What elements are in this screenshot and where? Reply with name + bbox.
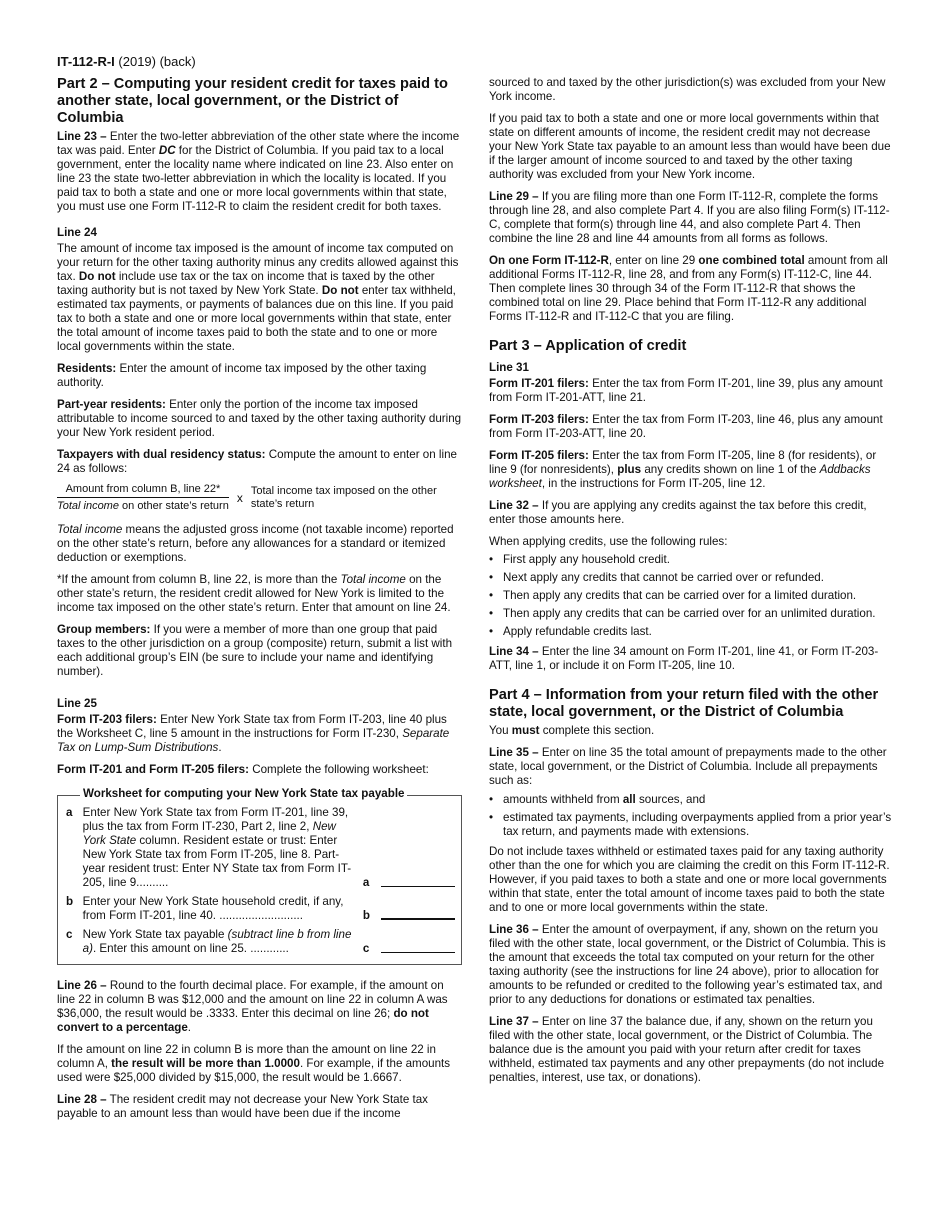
line29-paragraph [489,190,894,246]
line37-lead: Line 37 – [489,1015,539,1028]
credit-rules-list [489,553,894,639]
formula-times: x [236,490,243,505]
one-form-bold2: one combined total [698,254,805,267]
line26-more-paragraph [57,1043,462,1085]
bullet-icon: • [489,571,494,584]
worksheet-row-b [66,895,455,923]
line36-lead: Line 36 – [489,923,539,936]
worksheet-title: Worksheet for computing your New York State tax payable [80,787,407,801]
row-b-entry-line[interactable] [381,918,455,920]
it203-lead: Form IT-203 filers: [57,713,157,726]
rule-text: Next apply any credits that cannot be carried over or refunded. [503,571,824,584]
line26-paragraph [57,979,462,1035]
prepay1-text2: sources, and [635,793,706,806]
line24-bold1: Do not [78,270,116,283]
line23-lead: Line 23 – [57,130,107,143]
formula-numerator: Amount from column B, line 22* [57,482,229,498]
line36-text: Enter the amount of overpayment, if any, shown on the return you filed with the other state, local government, or the District of Columbia. This is the amount that exceeds the total tax computed on your return for the other taxing authority (see the instructions for line 24 above), prior to allocation for amounts to be refunded or credited to the following year’s estimated tax, and prior to any deductions for donations or estimated tax penalties. [489,923,886,1006]
total-income-paragraph [57,523,462,565]
prepay1-bold: all [622,793,636,806]
line24-text1: The amount of income tax imposed is the amount of income tax computed on your return for the other taxing authority minus any credits allowed against this tax. [57,242,459,283]
must-paragraph [489,724,894,738]
bullet-icon: • [489,607,494,620]
prepayments-list [489,793,894,839]
line28-continued: sourced to and taxed by the other jurisdiction(s) was excluded from your New York income. [489,76,886,103]
line37-text: Enter on line 37 the balance due, if any, shown on the return you filed with the other state, local government, or the District of Columbia. The balance due is the amount you paid with your return after credit for taxes withheld, estimated tax payments and any other prepayments (do not include penalties, interest, use tax, or donations). [489,1015,885,1084]
it203-end: . [218,741,222,754]
it205-text2: any credits shown on line 1 of the [641,463,820,476]
line26b-bold: the result will be more than 1.0000 [111,1057,300,1070]
line26b-text2: . For example, if the amounts used were $25,000 divided by $15,000, the result would be 1.6667. [57,1057,451,1084]
line23-text2: for the District of Columbia. If you paid tax to a local government, enter the locality name where indicated on line 23. Also enter on line 23 the state two-letter abbreviation in which the locality is located. If you paid tax to both a state and one or more local governments within that state, you must use one Form IT-112-R to claim the resident credit for both taxes. [57,144,454,213]
it201-205-lead: Form IT-201 and Form IT-205 filers: [57,763,249,776]
residents-paragraph [57,362,462,390]
footnote-text2: on the other state’s return, the resident credit allowed for New York is limited to the income tax imposed on the other state’s return. Enter that amount on line 24. [57,573,451,614]
it203-line25-paragraph [57,713,462,755]
it201-205-text: Complete the following worksheet: [249,763,429,776]
form-year-side: (2019) (back) [114,54,196,69]
list-item [489,553,894,567]
line34-lead: Line 34 – [489,645,539,658]
rules-intro: When applying credits, use the following rules: [489,535,728,548]
it203-italic: Separate Tax on Lump-Sum Distributions [57,727,450,754]
line28-paragraph [57,1093,462,1121]
row-b-text: Enter your New York State household credit, if any, from Form IT-201, line 40. .......................... [82,895,344,922]
part2-title: Part 2 – Computing your resident credit for taxes paid to another state, local government, or the District of Columbia [57,76,448,126]
row-b-code: b [362,909,370,922]
must-text2: complete this section. [539,724,655,737]
footnote-italic: Total income [340,573,406,586]
it205-paragraph [489,449,894,491]
row-c-italic: (subtract line b from line a) [82,928,352,955]
prepay1-text1: amounts withheld from [503,793,623,806]
row-c-code: c [362,942,370,955]
line31-heading: Line 31 [489,361,529,374]
part4-title: Part 4 – Information from your return filed with the other state, local government, or the District of Columbia [489,687,879,720]
bullet-icon: • [489,553,494,566]
it203-line31-paragraph [489,413,894,441]
line29-text: If you are filing more than one Form IT-112-R, complete the forms through line 28, and also complete Part 4. If you are also filing Form(s) IT-112-C, complete that form(s) through line 44, and also complete Part 4. Then combine the line 28 and line 44 amounts from all forms as follows. [489,190,890,245]
formula-denominator [57,498,229,513]
line23-text1: Enter the two-letter abbreviation of the other state where the income tax was paid. Enter [57,130,460,157]
group-members-paragraph [57,623,462,679]
bullet-icon: • [489,811,494,824]
line32-text: If you are applying any credits against the tax before this credit, enter those amounts here. [489,499,867,526]
page-header [57,54,196,69]
bullet-icon: • [489,589,494,602]
total-income-text: means the adjusted gross income (not taxable income) reported on the other state’s return, before any allowances for a standard or itemized deduction or exemptions. [57,523,454,564]
row-a-italic: New York State [82,820,336,847]
list-item [489,607,894,621]
line26-end: . [187,1021,192,1034]
row-a-text [83,806,359,890]
one-form-bold1: On one Form IT-112-R [489,254,609,267]
residents-lead: Residents: [57,362,117,375]
formula-fraction [57,482,229,513]
it201-lead: Form IT-201 filers: [489,377,589,390]
formula-rhs: Total income tax imposed on the other state’s return [250,484,437,510]
line24-text3: enter tax withheld, estimated tax payments, or payments of balances due on this line. If you paid tax to both a state and one or more local governments within that state, enter the total amount of income taxes paid to both the state and to one or more local governments within the state. [57,284,456,353]
row-b-letter: b [66,895,74,908]
line35-text: Enter on line 35 the total amount of prepayments made to the other state, local government, or the District of Columbia. Include all prepayments such as: [489,746,887,787]
one-form-text2: amount from all additional Forms IT-112-R, line 28, and from any Form(s) IT-112-C, line 44. Then complete lines 30 through 34 of the Form IT-112-R that shows the combined total on line 29. Place behind that Form IT-112-R any additional Forms IT-112-R and IT-112-C that you are filing. [489,254,888,323]
worksheet-row-a [66,806,455,890]
row-a-letter: a [66,806,73,819]
row-c-text [83,928,359,956]
one-form-text1: , enter on line 29 [608,254,699,267]
line32-paragraph [489,499,894,527]
row-c-letter: c [66,928,73,941]
partyear-text: Enter only the portion of the income tax imposed attributable to income sourced to and taxed by the other taxing authority during your New York resident period. [57,398,462,439]
r-it203-lead: Form IT-203 filers: [489,413,589,426]
line26b-text1: If the amount on line 22 in column B is more than the amount on line 22 in column A, [57,1043,436,1070]
dual-lead: Taxpayers with dual residency status: [57,448,266,461]
must-text1: You [489,724,512,737]
group-text: If you were a member of more than one group that paid taxes to the other jurisdiction on a group (composite) return, submit a list with each additional group’s EIN (be sure to include your name and identifying number). [57,623,453,678]
list-item [489,625,894,639]
line35-lead: Line 35 – [489,746,539,759]
it203-text: Enter New York State tax from Form IT-203, line 40 plus the Worksheet C, line 5 amount in the instructions for Form IT-230, [57,713,447,740]
it201-text: Enter the tax from Form IT-201, line 39, plus any amount from Form IT-201-ATT, line 21. [489,377,883,404]
it205-text3: , in the instructions for Form IT-205, line 12. [541,477,766,490]
line26-lead: Line 26 – [57,979,107,992]
r-it203-text: Enter the tax from Form IT-203, line 46, plus any amount from Form IT-203-ATT, line 20. [489,413,883,440]
part3-title: Part 3 – Application of credit [489,338,687,354]
tax-payable-worksheet [57,787,462,965]
footnote-text1: *If the amount from column B, line 22, is more than the [57,573,341,586]
row-c-text1: New York State tax payable [82,928,228,941]
row-a-text1: Enter New York State tax from Form IT-201, line 39, plus the tax from Form IT-230, Part 2, line 2, [82,806,349,833]
bullet-icon: • [489,793,494,806]
prepay2-text: estimated tax payments, including overpayments applied from a prior year’s tax return, and payments made with extensions. [503,811,892,838]
row-a-entry-line[interactable] [381,886,455,887]
line34-text: Enter the line 34 amount on Form IT-201, line 41, or Form IT-203-ATT, line 1, or include it on Form IT-205, line 10. [489,645,879,672]
residents-text: Enter the amount of income tax imposed by the other taxing authority. [57,362,427,389]
list-item [489,811,894,839]
line34-paragraph [489,645,894,673]
it201-205-paragraph [57,763,462,777]
row-c-text2: . Enter this amount on line 25. ............ [92,942,289,955]
line23-dc: DC [158,144,176,157]
line26-bold: do not convert to a percentage [57,1007,429,1034]
partyear-lead: Part-year residents: [57,398,166,411]
rule-text: Then apply any credits that can be carried over for an unlimited duration. [503,607,876,620]
form-number: IT-112-R-I [57,54,115,69]
rule-text: Then apply any credits that can be carried over for a limited duration. [503,589,857,602]
it205-lead: Form IT-205 filers: [489,449,589,462]
group-lead: Group members: [57,623,151,636]
dual-text: Compute the amount to enter on line 24 as follows: [57,448,457,475]
right-column [489,76,894,1093]
line37-paragraph [489,1015,894,1085]
list-item [489,793,894,807]
it205-italic: Addbacks worksheet [489,463,871,490]
it205-text1: Enter the tax from Form IT-205, line 8 (for residents), or line 9 (for nonresidents), [489,449,877,476]
dual-residency-paragraph [57,448,462,476]
line29-lead: Line 29 – [489,190,539,203]
line28-text: The resident credit may not decrease your New York State tax payable to an amount less than would have been due if the income [57,1093,428,1120]
partyear-paragraph [57,398,462,440]
worksheet-row-c [66,928,455,956]
line23-paragraph [57,130,462,214]
line24-heading: Line 24 [57,226,97,239]
it205-bold: plus [617,463,642,476]
left-column [57,76,462,1129]
total-income-term: Total income [57,523,123,536]
must-bold: must [511,724,540,737]
rule-text: First apply any household credit. [503,553,670,566]
bullet-icon: • [489,625,494,638]
footnote-paragraph [57,573,462,615]
both-governments-paragraph: If you paid tax to both a state and one or more local governments within that state on different amounts of income, the resident credit may not decrease your New York State tax payable to an amount less than would have been due if the larger amount of income sourced to and taxed by the other taxing authority was excluded from your New York income. [489,112,891,181]
line36-paragraph [489,923,894,1007]
line24-bold2: Do not [321,284,359,297]
formula-den-italic: Total income [57,500,119,512]
it201-paragraph [489,377,894,405]
one-form-paragraph [489,254,894,324]
line32-lead: Line 32 – [489,499,539,512]
dual-residency-formula [57,482,462,513]
line26-text: Round to the fourth decimal place. For example, if the amount on line 22 in column B was $12,000 and the amount on line 22 in column A was $36,000, the result would be .3333. Enter this decimal on line 26; [57,979,448,1020]
row-c-entry-line[interactable] [381,952,455,953]
formula-den-rest: on other state’s return [118,500,229,512]
line24-text2: include use tax or the tax on income that is taxed by the other taxing authority but is not taxed by New York State. [57,270,435,297]
line25-heading: Line 25 [57,697,97,710]
rule-text: Apply refundable credits last. [503,625,652,638]
line28-lead: Line 28 – [57,1093,107,1106]
row-a-code: a [362,876,370,889]
line24-paragraph [57,242,462,354]
list-item [489,589,894,603]
list-item [489,571,894,585]
line35-paragraph [489,746,894,788]
do-not-include-paragraph: Do not include taxes withheld or estimated taxes paid for any taxing authority other than the one for which you are claiming the credit on this Form IT-112-R. However, if you paid taxes to both a state and one or more local governments within that state, enter the total amount of income taxes paid to both the state and to one or more local governments within the state. [489,845,890,914]
row-a-text2: column. Resident estate or trust: Enter New York State tax from Form IT-205, line 8. Part-year resident trust: Enter NY State tax from Form IT-205, line 9.......... [82,834,352,889]
